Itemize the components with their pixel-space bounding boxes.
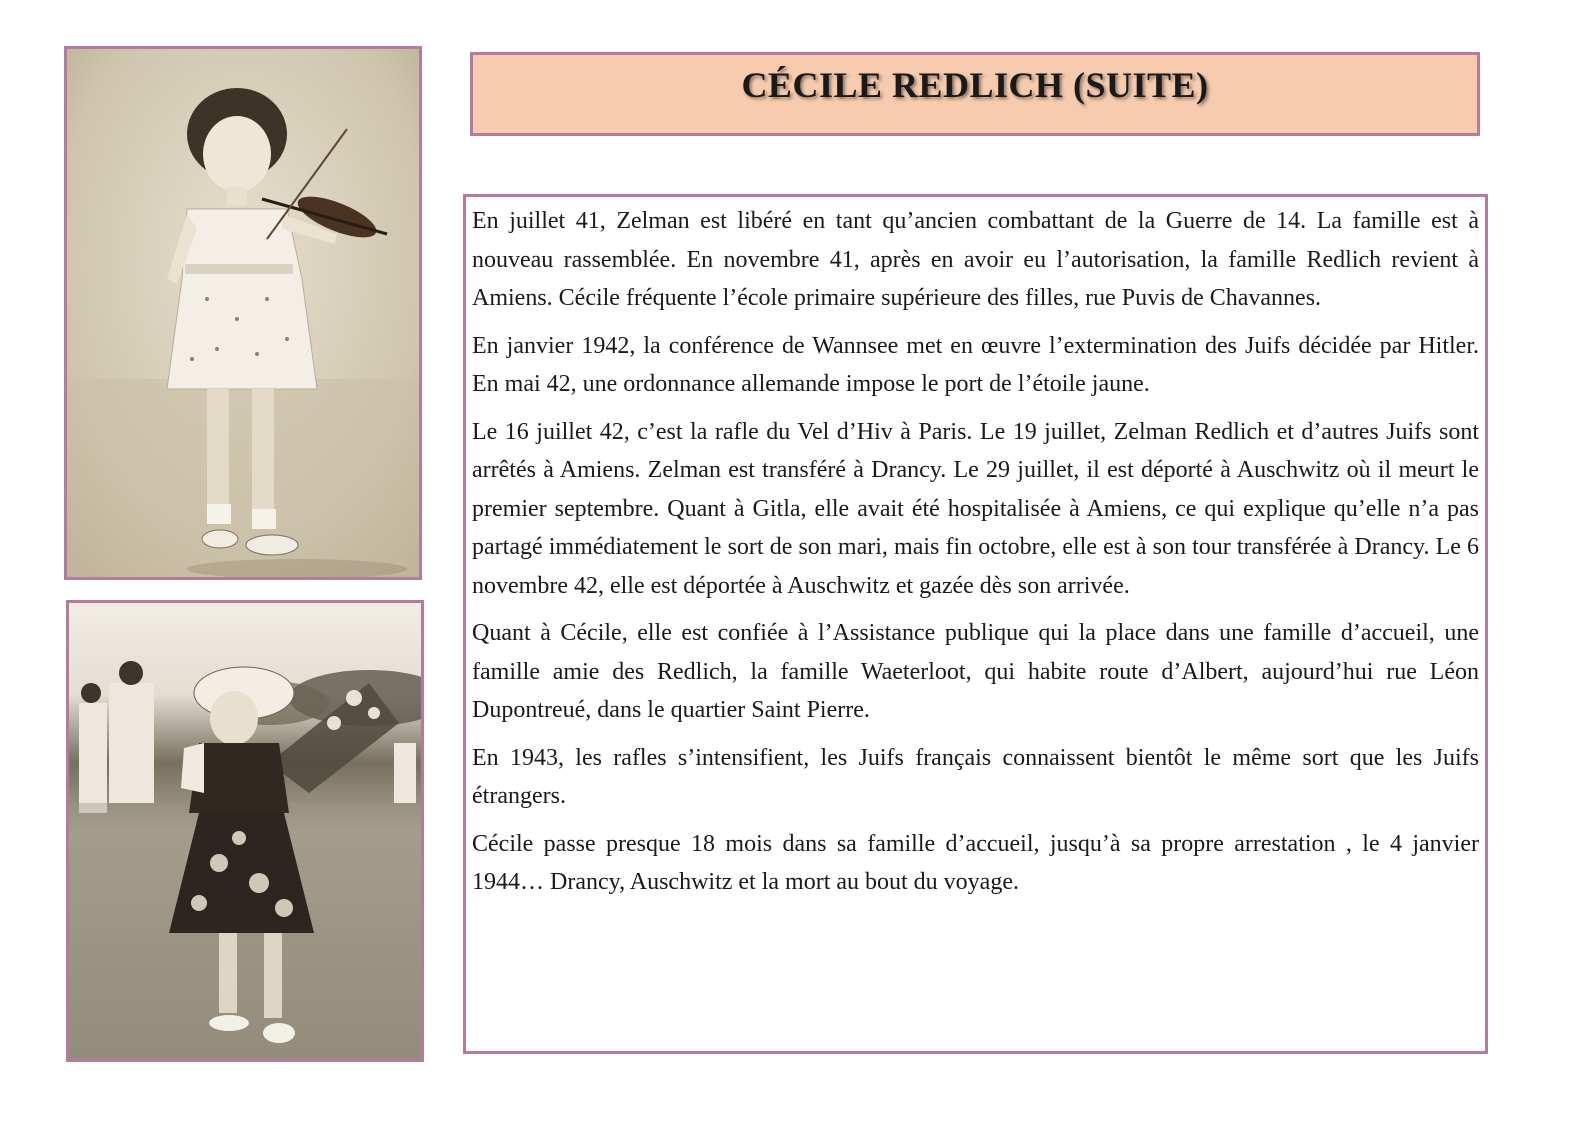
paragraph-3: Le 16 juillet 42, c’est la rafle du Vel d’Hiv à Paris. Le 19 juillet, Zelman Redlich et d’autres Juifs sont arrêtés à Amiens. Zelman est transféré à Drancy. Le 29 juillet, il est déporté à Auschwitz où il meurt le premier septembre. Quant à Gitla, elle avait été hospitalisée à Amiens, ce qui explique qu’elle n’a pas partagé immédiatement le sort de son mari, mais fin octobre, elle est à son tour transférée à Drancy. Le 6 novembre 42, elle est déportée à Auschwitz et gazée dès son arrivée.	[472, 418, 1479, 599]
paragraph-6: Cécile passe presque 18 mois dans sa famille d’accueil, jusqu’à sa propre arrestation , le 4 janvier 1944… Drancy, Auschwitz et la mort au bout du voyage.	[472, 830, 1479, 895]
title-banner	[470, 52, 1480, 136]
paragraph-4: Quant à Cécile, elle est confiée à l’Assistance publique qui la place dans une famille d’accueil, une famille amie des Redlich, la famille Waeterloot, qui habite route d’Albert, aujourd’hui rue Léon Dupontreué, dans le quartier Saint Pierre.	[472, 620, 1479, 723]
paragraph-2: En janvier 1942, la conférence de Wannsee met en œuvre l’extermination des Juifs décidée par Hitler. En mai 42, une ordonnance allemande impose le port de l’étoile jaune.	[472, 332, 1479, 397]
photo-girl-violin	[64, 46, 422, 580]
girl-with-violin-photo-icon	[67, 49, 419, 577]
paragraph-1: En juillet 41, Zelman est libéré en tant qu’ancien combattant de la Guerre de 14. La famille est à nouveau rassemblée. En novembre 41, après en avoir eu l’autorisation, la famille Redlich revient à Amiens. Cécile fréquente l’école primaire supérieure des filles, rue Puvis de Chavannes.	[472, 208, 1479, 311]
paragraph-5: En 1943, les rafles s’intensifient, les Juifs français connaissent bientôt le même sort que les Juifs étrangers.	[472, 744, 1479, 809]
text-panel	[463, 194, 1488, 1054]
page-title: CÉCILE REDLICH (SUITE)	[741, 65, 1209, 105]
girl-with-flowers-photo-icon	[69, 603, 421, 1059]
photo-girl-flowers	[66, 600, 424, 1062]
